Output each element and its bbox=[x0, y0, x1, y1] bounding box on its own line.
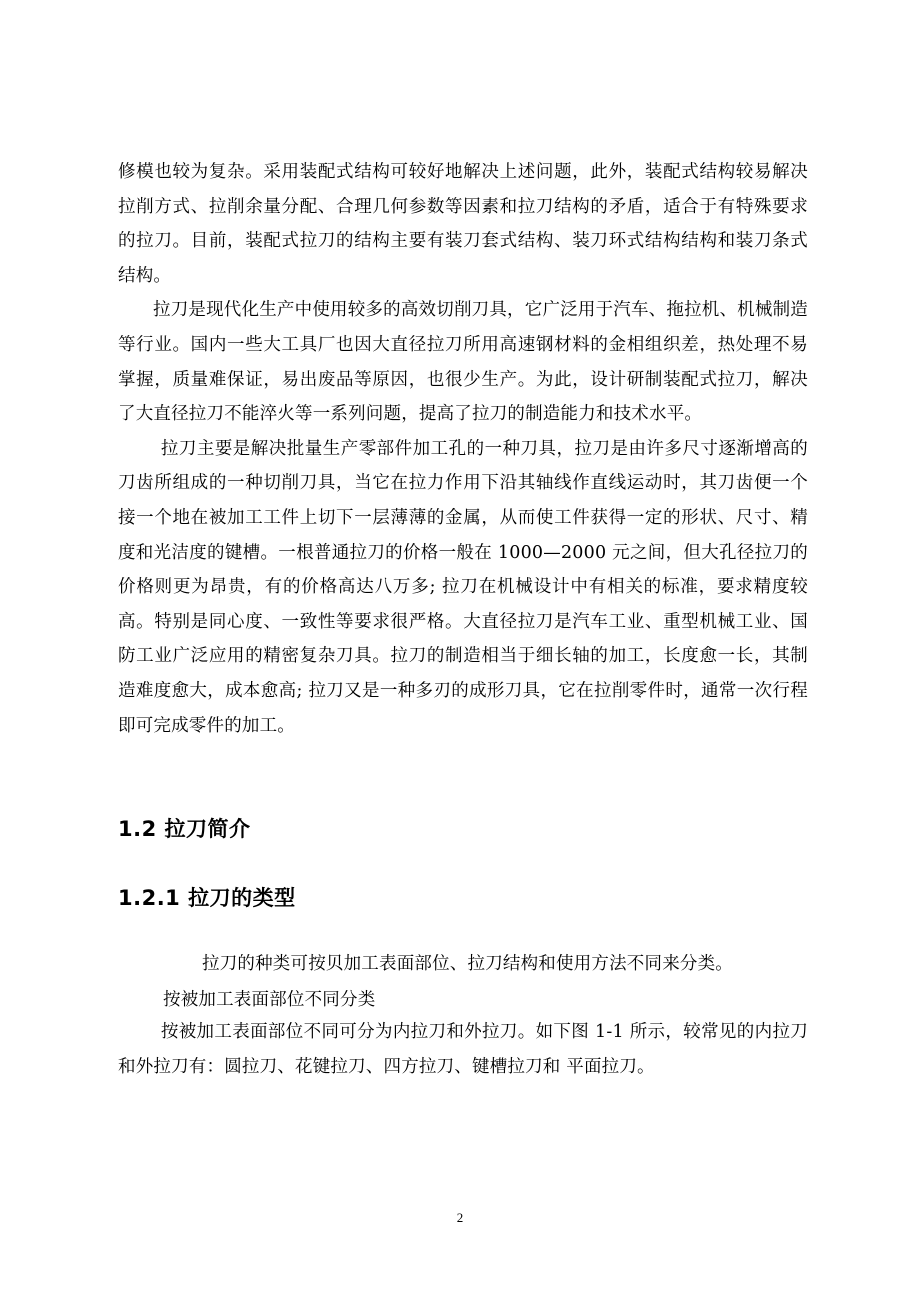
paragraph-classify: 按被加工表面部位不同可分为内拉刀和外拉刀。如下图 1-1 所示，较常见的内拉刀和外拉刀有：圆拉刀、花键拉刀、四方拉刀、键槽拉刀和 平面拉刀。 bbox=[118, 1022, 808, 1077]
page-number: 2 bbox=[456, 1210, 464, 1225]
paragraph-broach-description: 拉刀主要是解决批量生产零部件加工孔的一种刀具，拉刀是由许多尺寸逐渐增高的刀齿所组成的一种切削刀具，当它在拉力作用下沿其轴线作直线运动时，其刀齿便一个接一个地在被加工工件上切下一层薄薄的金属，从而使工件获得一定的形状、尺寸、精度和光洁度的键槽。一根普通拉刀的价格一般在 1000—2000 元之间，但大孔径拉刀的价格则更为昂贵，有的价格高达八万多; 拉刀在机械设计中有相关的标准，要求精度较高。特别是同心度、一致性等要求很严格。大直径拉刀是汽车工业、重型机械工业、国防工业广泛应用的精密复杂刀具。拉刀的制造相当于细长轴的加工，长度愈一长，其制造难度愈大，成本愈高; 拉刀又是一种多刃的成形刀具，它在拉削零件时，通常一次行程即可完成零件的加工。 bbox=[118, 438, 808, 736]
types-intro-line: 拉刀的种类可按贝加工表面部位、拉刀结构和使用方法不同来分类。 bbox=[202, 954, 733, 974]
body-text-classify bbox=[118, 1015, 808, 1084]
body-text-top bbox=[118, 155, 808, 743]
classify-title-line: 按被加工表面部位不同分类 bbox=[163, 990, 376, 1010]
paragraph-continuation: 修模也较为复杂。采用装配式结构可较好地解决上述问题，此外，装配式结构较易解决拉削方式、拉削余量分配、合理几何参数等因素和拉刀结构的矛盾，适合于有特殊要求的拉刀。目前，装配式拉刀的结构主要有装刀套式结构、装刀环式结构结构和装刀条式结构。 bbox=[118, 162, 808, 286]
subsection-heading: 1.2.1 拉刀的类型 bbox=[118, 886, 296, 910]
paragraph-broach-usage: 拉刀是现代化生产中使用较多的高效切削刀具，它广泛用于汽车、拖拉机、机械制造等行业。国内一些大工具厂也因大直径拉刀所用高速钢材料的金相组织差，热处理不易掌握，质量难保证，易出废品等原因，也很少生产。为此，设计研制装配式拉刀，解决了大直径拉刀不能淬火等一系列问题，提高了拉刀的制造能力和技术水平。 bbox=[118, 300, 808, 425]
section-heading: 1.2 拉刀简介 bbox=[118, 817, 251, 841]
